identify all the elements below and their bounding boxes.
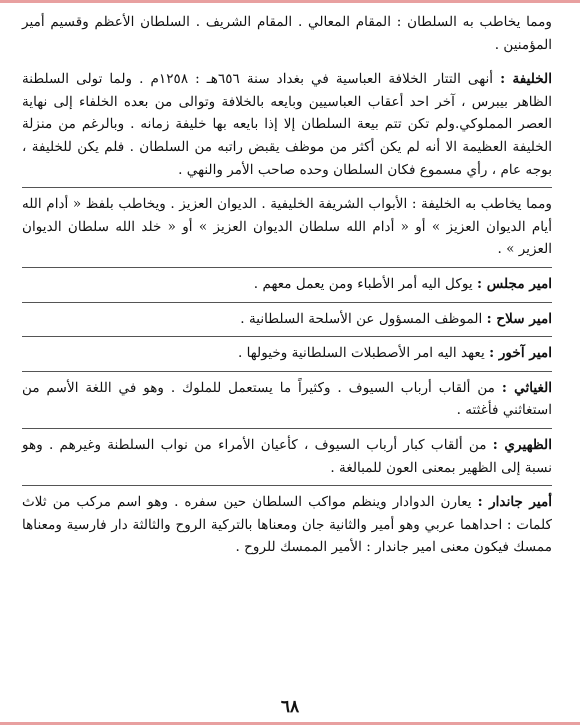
section-divider [22,267,552,268]
section-divider [22,187,552,188]
section-divider [22,302,552,303]
entry-zahiri [22,434,552,479]
entry-term: أمير جاندار : [477,494,553,511]
section-divider [22,336,552,337]
entry-text: من ألقاب أرباب السيوف . وكثيراً ما يستعمل للملوك . وهو في اللغة الأسم من استغاثني فأغثته . [22,379,552,419]
entry-term: الخليفة : [500,71,552,88]
entry-text: الموظف المسؤول عن الأسلحة السلطانية . [240,310,483,327]
section-divider [22,371,552,372]
entry-term: الغياثي : [501,379,553,396]
entry-caliph [22,68,552,181]
entry-amir-akhur [22,342,552,365]
entry-term: امير آخور : [489,345,552,362]
entry-ghiyathi [22,377,552,422]
entry-sultan-address [22,11,552,56]
section-divider [22,485,552,486]
entry-text: من ألقاب كبار أرباب السيوف ، كأعيان الأمراء من نواب السلطنة وغيرهم . وهو نسبة إلى الظهير بمعنى العون للمبالغة . [22,436,552,476]
entry-text: ومما يخاطب به الخليفة : الأبواب الشريفة الخليفية . الديوان العزيز . ويخاطب بلفظ « أدام الله أيام الديوان العزيز » أو « أدام الله سلطان الديوان العزيز » أو « خلد الله سلطان الديوان العزير » . [22,196,552,258]
entry-amir-majlis [22,273,552,296]
entry-caliph-address [22,193,552,261]
entry-term: الظهيري : [492,436,552,453]
entry-text: يوكل اليه أمر الأطباء ومن يعمل معهم . [253,275,473,292]
entry-text: يعهد اليه امر الأصطبلات السلطانية وخيولها . [238,345,485,362]
entry-text: ومما يخاطب به السلطان : المقام المعالي . المقام الشريف . السلطان الأعظم وقسيم أمير المؤمنين . [22,14,552,53]
entry-term: امير سلاح : [486,310,552,327]
entry-amir-jandar [22,491,552,559]
entry-text: يعارن الدوادار وينظم مواكب السلطان حين سفره . وهو اسم مركب من ثلاث كلمات : احداهما عربي وهو أمير والثانية جان ومعناها بالتركية الروح والثالثة دار فارسية ومعناها ممسك فيكون معنى امير جاندار : الأمير الممسك للروح . [22,494,552,556]
entry-term: امير مجلس : [476,275,552,292]
entry-amir-silah [22,308,552,331]
page-number: ٦٨ [280,697,300,717]
entry-text: أنهى التتار الخلافة العباسية في بغداد سنة ٦٥٦هـ : ١٢٥٨م . ولما تولى السلطنة الظاهر بيبرس ، آخر احد أعقاب العباسيين وبايعه بالخلافة وتوالى من بعده الخلفاء إلى نهاية العصر المملوكي.ولم تكن تتم بيعة السلطان إلا إذا بايعه بها خليفة زمانه . وبالرغم من منزلة الخليفة العظيمة الا أنه لم يكن أكثر من موظف يقبض راتبه من السلطان . فلم يكن للخليفة ، بوجه عام ، رأي مسموع فكان السلطان وحده صاحب الأمر والنهي . [22,71,552,178]
page-body [22,11,552,559]
section-divider [22,428,552,429]
